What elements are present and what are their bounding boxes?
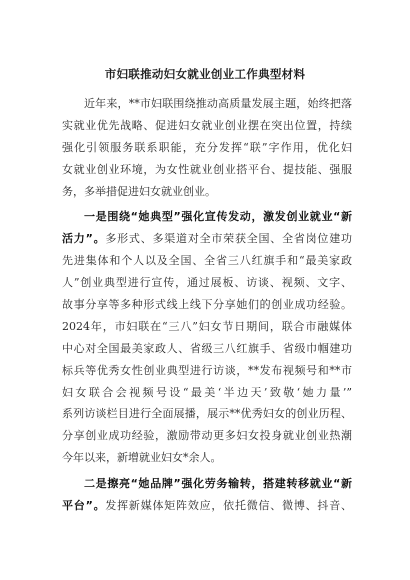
- document-title: 市妇联推动妇女就业创业工作典型材料: [104, 67, 306, 81]
- intro-line: 强化引领服务联系职能，充分发挥“联”字作用，优化妇: [62, 140, 352, 154]
- section-line: 妇女联合会视频号设“最美‘半边天’致敬‘她力量’”: [62, 385, 352, 399]
- section-line: 标兵等优秀女性创业典型进行访谈，**发布视频号和**市: [62, 363, 352, 377]
- section-line: 人”创业典型进行宣传，通过展板、访谈、视频、文字、: [62, 276, 352, 290]
- section-text: 多形式、多渠道对全市荣获全国、全省岗位建功: [105, 232, 352, 246]
- section-line: 分享创业成功经验，激励带动更多妇女投身就业创业热潮: [62, 429, 352, 443]
- section-line: 中心对全国最美家政人、省级三八红旗手、省级巾帼建功: [62, 341, 352, 355]
- section-heading: 一是围绕“她典型”强化宣传发动，激发创业就业“新: [84, 210, 352, 224]
- section-line: 2024年，市妇联在“三八”妇女节日期间，联合市融媒体: [62, 319, 352, 333]
- section-heading-tail: 平台”。: [62, 499, 106, 513]
- section-heading: 二是擦亮“她品牌”强化劳务输转，搭建转移就业“新: [84, 477, 352, 491]
- section-line: [62, 495, 352, 517]
- section-line: 先进集体和个人以及全国、全省三八红旗手和“最美家政: [62, 254, 352, 268]
- intro-line: 近年来，**市妇联围绕推动高质量发展主题，始终把落: [84, 97, 352, 110]
- document-body: [62, 93, 352, 517]
- intro-line: 实就业优先战略、促进妇女就业创业摆在突出位置，持续: [62, 118, 352, 132]
- intro-line: 务，多举措促进妇女就业创业。: [62, 184, 216, 198]
- section-text: 发挥新媒体矩阵效应，依托微信、微博、抖音、: [105, 499, 352, 513]
- section-line: [62, 228, 352, 250]
- section-line: 故事分享等多种形式线上线下分享她们的创业成功经验。: [62, 298, 352, 312]
- section-line: 今年以来，新增就业妇女*余人。: [62, 451, 222, 465]
- intro-line: 女就业创业环境，为女性就业创业搭平台、提技能、强服: [62, 162, 352, 176]
- section-heading-tail: 活力”。: [62, 232, 106, 246]
- section-line: 系列访谈栏目进行全面展播，展示**优秀妇女的创业历程、: [62, 407, 352, 421]
